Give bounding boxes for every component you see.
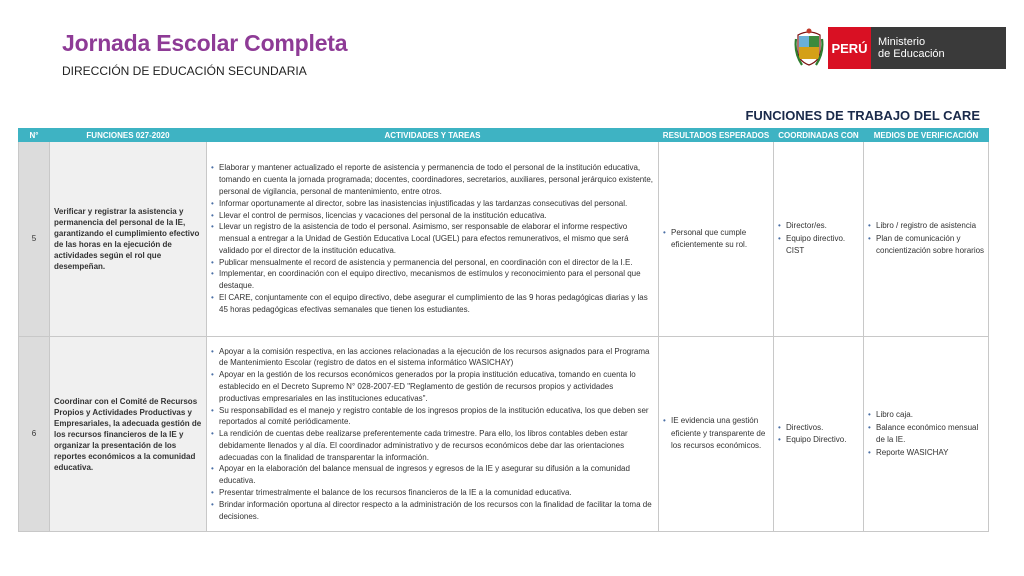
logo-ministry-line2: de Educación bbox=[878, 48, 945, 60]
table-row bbox=[19, 142, 989, 337]
coordinated-item: • Directivos. bbox=[777, 422, 860, 435]
logo-ministry-label bbox=[871, 27, 1006, 69]
activity-item: • Llevar el control de permisos, licencias y vacaciones del personal de la institución educativa. bbox=[210, 210, 655, 222]
col-header-number: N° bbox=[19, 129, 50, 142]
row-activities bbox=[207, 337, 659, 532]
result-item: • IE evidencia una gestión eficiente y transparente de los recursos económicos. bbox=[662, 415, 770, 453]
activity-item: • Su responsabilidad es el manejo y registro contable de los ingresos propios de la institución educativa, los que deben ser reportados al comité periódicamente. bbox=[210, 405, 655, 429]
result-item: • Personal que cumple eficientemente su rol. bbox=[662, 227, 770, 252]
col-header-activities: ACTIVIDADES Y TAREAS bbox=[207, 129, 659, 142]
row-function: Verificar y registrar la asistencia y permanencia del personal de la IE, garantizando el cumplimiento efectivo de las horas en la ejecución de actividades según el rol que desempeñan. bbox=[50, 142, 207, 337]
page-title: Jornada Escolar Completa bbox=[62, 30, 348, 56]
verification-item: • Libro / registro de asistencia bbox=[867, 220, 985, 233]
col-header-results: RESULTADOS ESPERADOS bbox=[659, 129, 774, 142]
page-subtitle: DIRECCIÓN DE EDUCACIÓN SECUNDARIA bbox=[62, 64, 307, 78]
row-verification bbox=[864, 337, 989, 532]
coordinated-item: • Equipo Directivo. bbox=[777, 434, 860, 447]
table-header-row bbox=[19, 129, 989, 142]
coordinated-item: • Equipo directivo. bbox=[777, 233, 860, 246]
activity-item: • Brindar información oportuna al director respecto a la administración de los recursos con la finalidad de facilitar la toma de decisiones. bbox=[210, 499, 655, 523]
functions-table bbox=[18, 128, 989, 532]
activity-item: • El CARE, conjuntamente con el equipo directivo, debe asegurar el cumplimiento de las 9 horas pedagógicas diarias y las 45 horas pedagógicas efectivas semanales que tienen los estudiantes. bbox=[210, 292, 655, 316]
row-number: 5 bbox=[19, 142, 50, 337]
verification-item: • Reporte WASICHAY bbox=[867, 447, 985, 460]
row-coordinated bbox=[774, 142, 864, 337]
col-header-functions: FUNCIONES 027-2020 bbox=[50, 129, 207, 142]
section-title: FUNCIONES DE TRABAJO DEL CARE bbox=[745, 108, 980, 123]
verification-item: • Balance económico mensual de la IE. bbox=[867, 422, 985, 447]
row-results bbox=[659, 142, 774, 337]
row-verification bbox=[864, 142, 989, 337]
coordinated-extra: CIST bbox=[786, 246, 805, 256]
activity-item: • La rendición de cuentas debe realizarse preferentemente cada trimestre. Para ello, los libros contables deben estar debidamente llenados y al día. El coordinador administrativo y de recursos económicos debe dar las orientaciones adecuadas con la finalidad de transparentar la información. bbox=[210, 428, 655, 463]
logo-peru-label: PERÚ bbox=[828, 27, 871, 69]
activity-item: • Apoyar en la gestión de los recursos económicos generados por la propia institución educativa, tomando en cuenta lo establecido en el Decreto Supremo N° 028-2007-ED "Reglamento de gestión de recursos propios y actividades productivas empresariales en las instituciones educativas". bbox=[210, 369, 655, 404]
logo-ministry-line1: Ministerio bbox=[878, 36, 926, 48]
col-header-verification: MEDIOS DE VERIFICACIÓN bbox=[864, 129, 989, 142]
table-row bbox=[19, 337, 989, 532]
activity-item: • Publicar mensualmente el record de asistencia y permanencia del personal, en coordinación con el director de la I.E. bbox=[210, 257, 655, 269]
verification-item: • Libro caja. bbox=[867, 409, 985, 422]
activity-item: • Apoyar en la elaboración del balance mensual de ingresos y egresos de la IE y asegurar su difusión a la comunidad educativa. bbox=[210, 463, 655, 487]
activity-item: • Implementar, en coordinación con el equipo directivo, mecanismos de estímulos y reconocimiento para el personal que destaque. bbox=[210, 268, 655, 292]
row-coordinated bbox=[774, 337, 864, 532]
col-header-coordinated: COORDINADAS CON bbox=[774, 129, 864, 142]
activity-item: • Llevar un registro de la asistencia de todo el personal. Asimismo, ser responsable de elaborar el informe respectivo mensual a entregar a la Unidad de Gestión Educativa Local (UGEL) para efectos remunerativos, el mismo que será validado por el director de la institución educativa. bbox=[210, 221, 655, 256]
row-results bbox=[659, 337, 774, 532]
activity-item: • Apoyar a la comisión respectiva, en las acciones relacionadas a la ejecución de los recursos asignados para el Programa de Mantenimiento Escolar (registro de datos en el sistema informático WASICHAY) bbox=[210, 346, 655, 370]
activity-item: • Presentar trimestralmente el balance de los recursos financieros de la IE a la comunidad educativa. bbox=[210, 487, 655, 499]
row-number: 6 bbox=[19, 337, 50, 532]
coordinated-item: • Director/es. bbox=[777, 220, 860, 233]
verification-item: • Plan de comunicación y concientización sobre horarios bbox=[867, 233, 985, 258]
ministry-logo bbox=[794, 27, 1006, 69]
activity-item: • Elaborar y mantener actualizado el reporte de asistencia y permanencia de todo el personal de la institución educativa, tomando en cuenta la jornada programada; docentes, coordinadores, secretarios, auxiliares, personal jerárquico existente, personal de vigilancia, personal de mantenimiento, entre otros. bbox=[210, 162, 655, 197]
row-activities bbox=[207, 142, 659, 337]
activity-item: • Informar oportunamente al director, sobre las inasistencias injustificadas y las tardanzas consecutivas del personal. bbox=[210, 198, 655, 210]
row-function: Coordinar con el Comité de Recursos Propios y Actividades Productivas y Empresariales, la adecuada gestión de los recursos financieros de la IE y organizar la presentación de los reportes económicos a la comunidad educativa. bbox=[50, 337, 207, 532]
peru-coat-of-arms-icon bbox=[794, 27, 824, 69]
